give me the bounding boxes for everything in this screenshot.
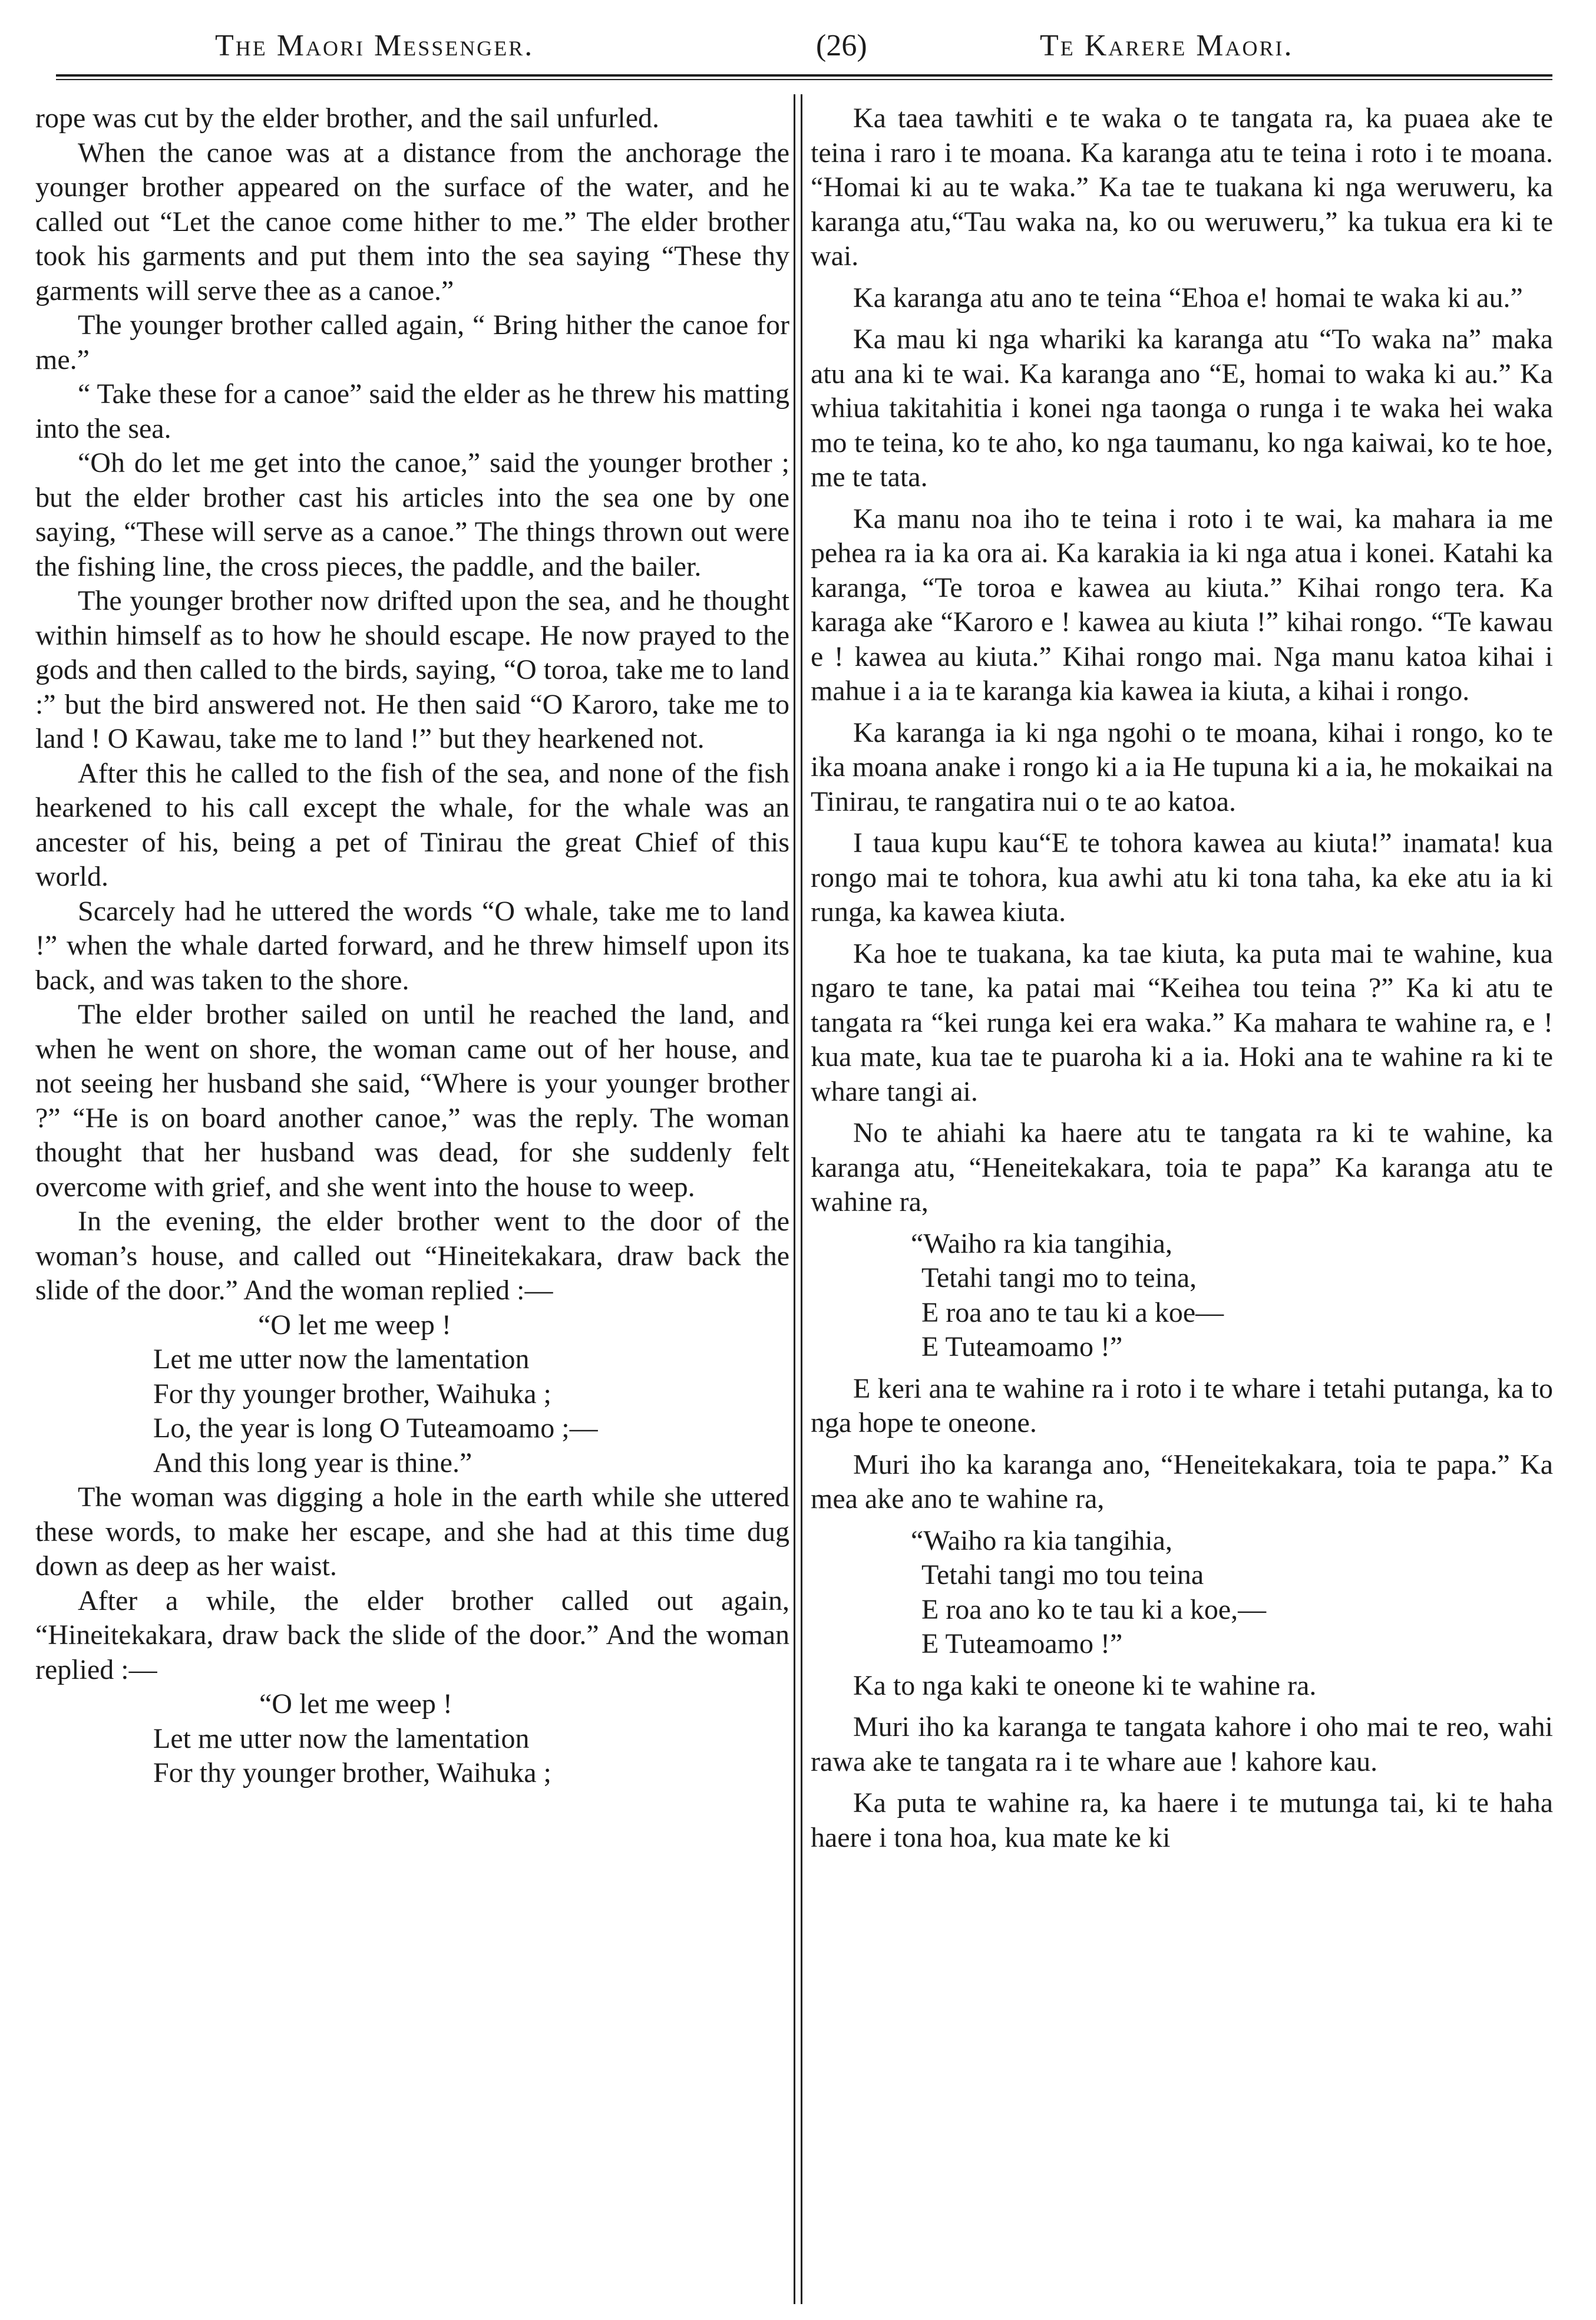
header-rule: [56, 74, 1552, 77]
paragraph: Scarcely had he uttered the words “O whale, take me to land !” when the whale darted forward, and he threw himself upon its back, and was taken to the shore.: [35, 895, 789, 996]
paragraph: Muri iho ka karanga ano, “Heneitekakara, toia te papa.” Ka mea ake ano te wahine ra,: [811, 1448, 1553, 1514]
verse-line: E Tuteamoamo !”: [921, 1628, 1123, 1659]
paragraph: Muri iho ka karanga te tangata kahore i oho mai te reo, wahi rawa ake te tangata ra i te whare aue ! kahore kau.: [811, 1711, 1553, 1777]
paragraph: The younger brother called again, “ Bring hither the canoe for me.”: [35, 309, 789, 375]
verse-line: “Waiho ra kia tangihia,: [911, 1524, 1172, 1556]
paragraph: Ka karanga atu ano te teina “Ehoa e! homai te waka ki au.”: [853, 282, 1523, 313]
verse-line: For thy younger brother, Waihuka ;: [153, 1378, 551, 1410]
paragraph: Ka taea tawhiti e te waka o te tangata ra, ka puaea ake te teina i raro i te moana. Ka karanga atu te teina i roto i te moana. “Homai ki au te waka.” Ka tae te tuakana ki nga weruweru, ka karanga atu,“Tau waka na, ko ou weruweru,” ka tukua era ki te wai.: [811, 103, 1553, 272]
paragraph: “Oh do let me get into the canoe,” said the younger brother ; but the elder brother cast his articles into the sea one by one saying, “These will serve as a canoe.” The things thrown out were the fishing line, the cross pieces, the paddle, and the bailer.: [35, 447, 789, 582]
maori-title: Te Karere Maori.: [1040, 29, 1294, 62]
verse-line: E roa ano ko te tau ki a koe,—: [921, 1593, 1267, 1625]
lament-verse: [35, 1687, 789, 1791]
verse-line: And this long year is thine.”: [153, 1447, 472, 1479]
paragraph: E keri ana te wahine ra i roto i te whare i tetahi putanga, ka to nga hope te oneone.: [811, 1372, 1553, 1438]
page-header: [56, 28, 1552, 75]
page-number: (26): [816, 29, 867, 62]
paragraph: The woman was digging a hole in the earth while she uttered these words, to make her escape, and she had at this time dug down as deep as her waist.: [35, 1481, 789, 1582]
verse-line: “O let me weep !: [259, 1688, 452, 1720]
lament-verse: [35, 1308, 789, 1481]
paragraph: Ka mau ki nga whariki ka karanga atu “To waka na” maka atu ana ki te wai. Ka karanga ano “E, homai to waka ki au.” Ka whiua takitahitia i konei nga taonga o runga i te waka hei waka mo te teina, ko te aho, ko nga taumanu, ko nga kaiwai, ko te hoe, me te tata.: [811, 324, 1553, 493]
english-title: The Maori Messenger.: [215, 29, 534, 62]
paragraph: The younger brother now drifted upon the sea, and he thought within himself as to how he should escape. He now prayed to the gods and then called to the birds, saying, “O toroa, take me to land :” but the bird answered not. He then said “O Karoro, take me to land ! O Kawau, take me to land !” but they hearkened not.: [35, 585, 789, 754]
paragraph: “ Take these for a canoe” said the elder as he threw his matting into the sea.: [35, 378, 789, 444]
paragraph: Ka manu noa iho te teina i roto i te wai, ka mahara ia me pehea ra ia ka ora ai. Ka karakia ia ki nga atua i konei. Katahi ka karanga, “Te toroa e kawea au kiuta.” Kihai rongo tera. Ka karaga ake “Karoro e ! kawea au kiuta !” kihai rongo. “Te kawau e ! kawea au kiuta.” Kihai rongo mai. Nga manu katoa kihai i mahue i a ia te karanga kia kawea ia kiuta, a kihai i rongo.: [811, 503, 1553, 707]
paragraph: After this he called to the fish of the sea, and none of the fish hearkened to his call except the whale, for the whale was an ancester of his, being a pet of Tinirau the great Chief of this world.: [35, 757, 789, 892]
paragraph: I taua kupu kau“E te tohora kawea au kiuta!” inamata! kua rongo mai te tohora, kua awhi atu ki tona taha, ka eke atu ia ki runga, ka kawea kiuta.: [811, 827, 1553, 928]
paragraph: The elder brother sailed on until he reached the land, and when he went on shore, the woman came out of her house, and not seeing her husband she said, “Where is your younger brother ?” “He is on board another canoe,” was the reply. The woman thought that her husband was dead, for she suddenly felt overcome with grief, and she went into the house to weep.: [35, 999, 789, 1203]
verse-line: Tetahi tangi mo to teina,: [921, 1262, 1197, 1293]
paragraph: No te ahiahi ka haere atu te tangata ra ki te wahine, ka karanga atu, “Heneitekakara, toia te papa” Ka karanga atu te wahine ra,: [811, 1117, 1553, 1217]
verse-line: Lo, the year is long O Tuteamoamo ;—: [153, 1413, 598, 1444]
verse-line: For thy younger brother, Waihuka ;: [153, 1757, 551, 1788]
maori-column: [811, 101, 1553, 1862]
column-divider: [801, 94, 802, 2304]
verse-line: “Waiho ra kia tangihia,: [911, 1227, 1172, 1259]
verse-line: Let me utter now the lamentation: [153, 1722, 530, 1754]
paragraph: rope was cut by the elder brother, and the sail unfurled.: [35, 103, 660, 134]
verse-line: Tetahi tangi mo tou teina: [921, 1559, 1204, 1590]
paragraph: Ka puta te wahine ra, ka haere i te mutunga tai, ki te haha haere i tona hoa, kua mate ke ki: [811, 1787, 1553, 1853]
paragraph: Ka to nga kaki te oneone ki te wahine ra.: [853, 1669, 1317, 1701]
paragraph: When the canoe was at a distance from the anchorage the younger brother appeared on the surface of the water, and he called out “Let the canoe come hither to me.” The elder brother took his garments and put them into the sea saying “These thy garments will serve thee as a canoe.”: [35, 137, 789, 306]
lament-verse: [811, 1524, 1553, 1662]
paragraph: After a while, the elder brother called out again, “Hineitekakara, draw back the slide of the door.” And the woman replied :—: [35, 1585, 789, 1685]
verse-line: Let me utter now the lamentation: [153, 1344, 530, 1375]
paragraph: Ka hoe te tuakana, ka tae kiuta, ka puta mai te wahine, kua ngaro te tane, ka patai mai “Keihea tou teina ?” Ka ki atu te tangata ra “kei runga kei era waka.” Ka mahara te wahine ra, e ! kua mate, kua tae te puaroha ki a ia. Hoki ana te wahine ra ki te whare tangi ai.: [811, 938, 1553, 1107]
verse-line: E roa ano te tau ki a koe—: [921, 1296, 1224, 1328]
paragraph: Ka karanga ia ki nga ngohi o te moana, kihai i rongo, ko te ika moana anake i rongo ki a ia He tupuna ki a ia, he mokaikai na Tinirau, te rangatira nui o te ao katoa.: [811, 717, 1553, 817]
english-column: [35, 101, 789, 1791]
paragraph: In the evening, the elder brother went to the door of the woman’s house, and called out “Hineitekakara, draw back the slide of the door.” And the woman replied :—: [35, 1206, 789, 1306]
column-divider: [794, 94, 795, 2304]
header-rule-thin: [56, 79, 1552, 80]
verse-line: “O let me weep !: [258, 1309, 451, 1341]
lament-verse: [811, 1227, 1553, 1365]
verse-line: E Tuteamoamo !”: [921, 1331, 1123, 1362]
